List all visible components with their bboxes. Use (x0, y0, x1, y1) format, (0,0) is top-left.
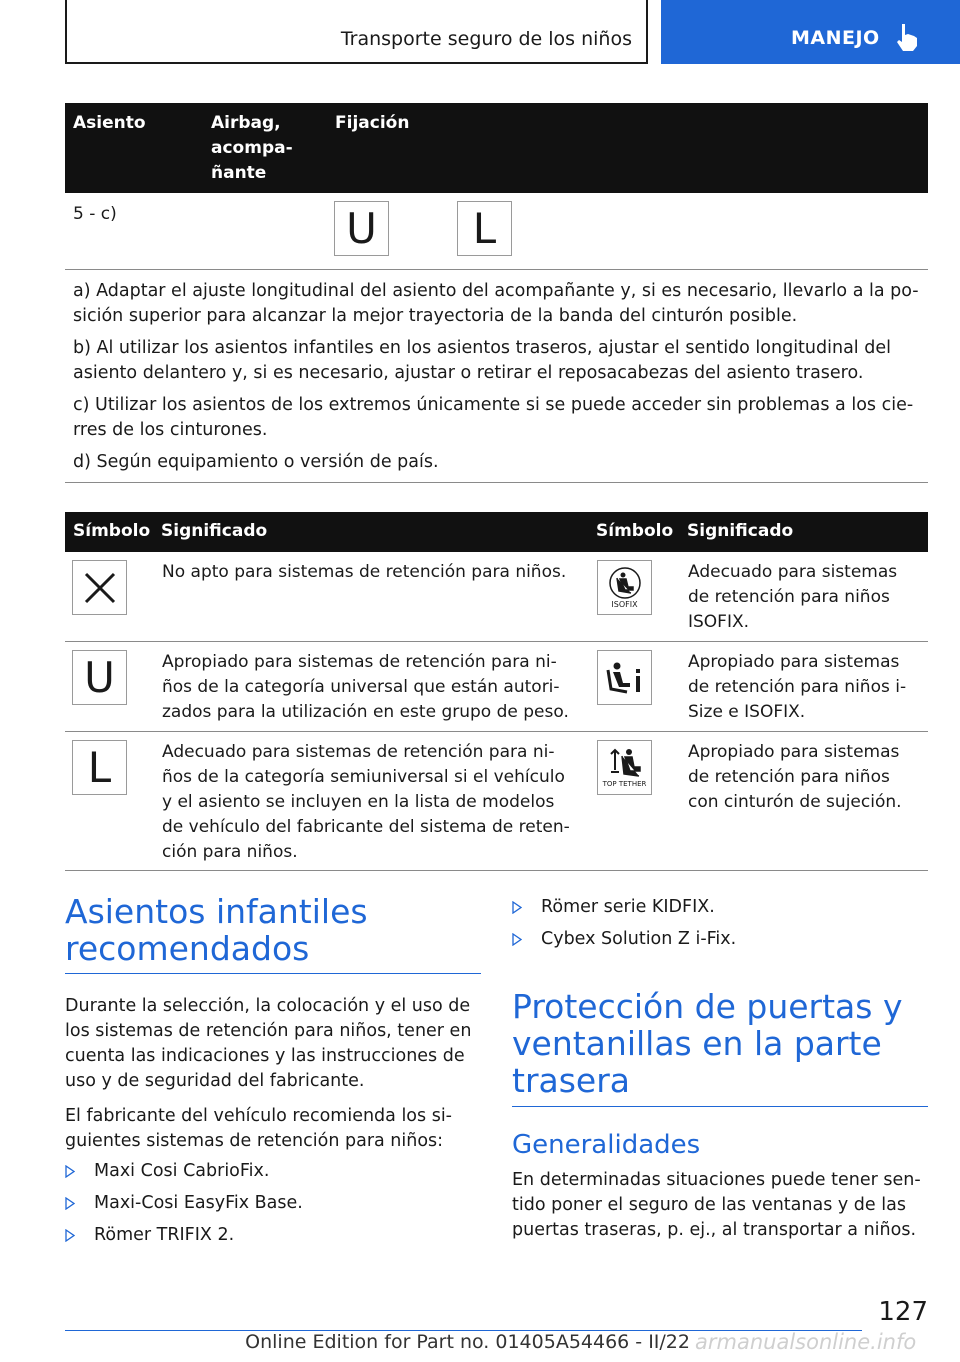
page-number: 127 (878, 1297, 928, 1327)
section-header (65, 0, 648, 64)
section-title: Transporte seguro de los niños (340, 28, 632, 50)
divider (65, 641, 928, 642)
isofix-symbol-box (597, 560, 652, 615)
semiuniversal-symbol: L (472, 203, 497, 253)
footnote-c: c) Utilizar los asientos de los extremos únicamente si se puede acceder sin problemas a los cie- rres de los cinturones. (73, 395, 914, 440)
universal-category-symbol-box (72, 650, 127, 705)
isofix-icon (608, 566, 642, 600)
universal-category-text: Apropiado para sistemas de retención para ni- ños de la categoría universal que están autori- zados para la utilización en este grupo de peso. (162, 652, 569, 722)
triangle-bullet-icon (65, 1165, 75, 1178)
header-fixation: Fijación (335, 113, 410, 133)
isize-text: Apropiado para sistemas de retención para niños i- Size e ISOFIX. (688, 652, 907, 722)
title-rule (512, 1106, 928, 1107)
triangle-bullet-icon (512, 933, 522, 946)
isize-symbol-box (597, 650, 652, 705)
not-suitable-text: No apto para sistemas de retención para niños. (162, 562, 567, 582)
footnote-d: d) Según equipamiento o versión de país. (73, 452, 439, 472)
header-seat: Asiento (73, 113, 146, 133)
list-item-label: Maxi-Cosi EasyFix Base. (94, 1193, 303, 1213)
isize-icon (603, 658, 647, 698)
universal-symbol-box (334, 201, 389, 256)
top-tether-symbol-box (597, 740, 652, 795)
header-symbol-right: Símbolo (596, 521, 674, 541)
universal-category-symbol: U (84, 652, 115, 702)
triangle-bullet-icon (512, 901, 522, 914)
divider (65, 269, 928, 270)
edition-note: Online Edition for Part no. 01405A54466 - II/22 (245, 1331, 690, 1353)
chapter-tab[interactable] (661, 0, 960, 64)
semiuniversal-category-symbol-box (72, 740, 127, 795)
cross-icon (83, 571, 117, 605)
divider (65, 870, 928, 871)
seat-value: 5 - c) (73, 204, 117, 224)
list-item-label: Römer serie KIDFIX. (541, 897, 715, 917)
title-rule (65, 973, 481, 974)
universal-symbol: U (346, 203, 377, 253)
protection-subtitle: Generalidades (512, 1130, 701, 1160)
triangle-bullet-icon (65, 1197, 75, 1210)
pointing-hand-icon (894, 22, 920, 52)
watermark: armanualsonline.info (695, 1330, 917, 1354)
isofix-text: Adecuado para sistemas de retención para niños ISOFIX. (688, 562, 898, 632)
header-meaning-right: Significado (687, 521, 794, 541)
recommended-lead: El fabricante del vehículo recomienda los si- guientes sistemas de retención para niños: (65, 1106, 452, 1151)
triangle-bullet-icon (65, 1229, 75, 1242)
semiuniversal-symbol-box (457, 201, 512, 256)
protection-text: En determinadas situaciones puede tener sen- tido poner el seguro de las ventanas y de las puertas traseras, p. ej., al transportar a niños. (512, 1170, 921, 1240)
semiuniversal-category-symbol: L (87, 742, 112, 792)
seat-table-header (65, 103, 928, 193)
header-airbag: Airbag, acompa- ñante (211, 113, 293, 183)
top-tether-text: Apropiado para sistemas de retención para niños con cinturón de sujeción. (688, 742, 902, 812)
footnote-b: b) Al utilizar los asientos infantiles en los asientos traseros, ajustar el sentido longitudinal del asiento delantero y, si es necesario, ajustar o retirar el reposacabezas del asiento trasero. (73, 338, 891, 383)
symbol-table-header (65, 512, 928, 552)
list-item-label: Römer TRIFIX 2. (94, 1225, 235, 1245)
protection-title: Protección de puertas y ventanillas en la parte trasera (512, 987, 903, 1100)
list-item-label: Maxi Cosi CabrioFix. (94, 1161, 270, 1181)
divider (65, 482, 928, 483)
isofix-caption: ISOFIX (611, 599, 638, 609)
header-meaning-left: Significado (161, 521, 268, 541)
footnote-a: a) Adaptar el ajuste longitudinal del asiento del acompañante y, si es necesario, llevarlo a la po- sición superior para alcanzar la mejor trayectoria de la banda del cinturón posible. (73, 281, 919, 326)
top-tether-caption: TOP TETHER (602, 780, 647, 788)
recommended-title: Asientos infantiles recomendados (65, 892, 368, 968)
chapter-label: MANEJO (791, 27, 880, 49)
top-tether-icon (605, 746, 645, 780)
divider (65, 731, 928, 732)
header-symbol-left: Símbolo (73, 521, 151, 541)
not-suitable-symbol-box (72, 560, 127, 615)
recommended-intro: Durante la selección, la colocación y el uso de los sistemas de retención para niños, tener en cuenta las indicaciones y las instrucciones de uso y de seguridad del fabricante. (65, 996, 472, 1091)
list-item-label: Cybex Solution Z i-Fix. (541, 929, 737, 949)
semiuniversal-category-text: Adecuado para sistemas de retención para ni- ños de la categoría semiuniversal si el vehículo y el asiento se incluyen en la lista de modelos de vehículo del fabricante del sistema de reten- ción para niños. (162, 742, 570, 862)
